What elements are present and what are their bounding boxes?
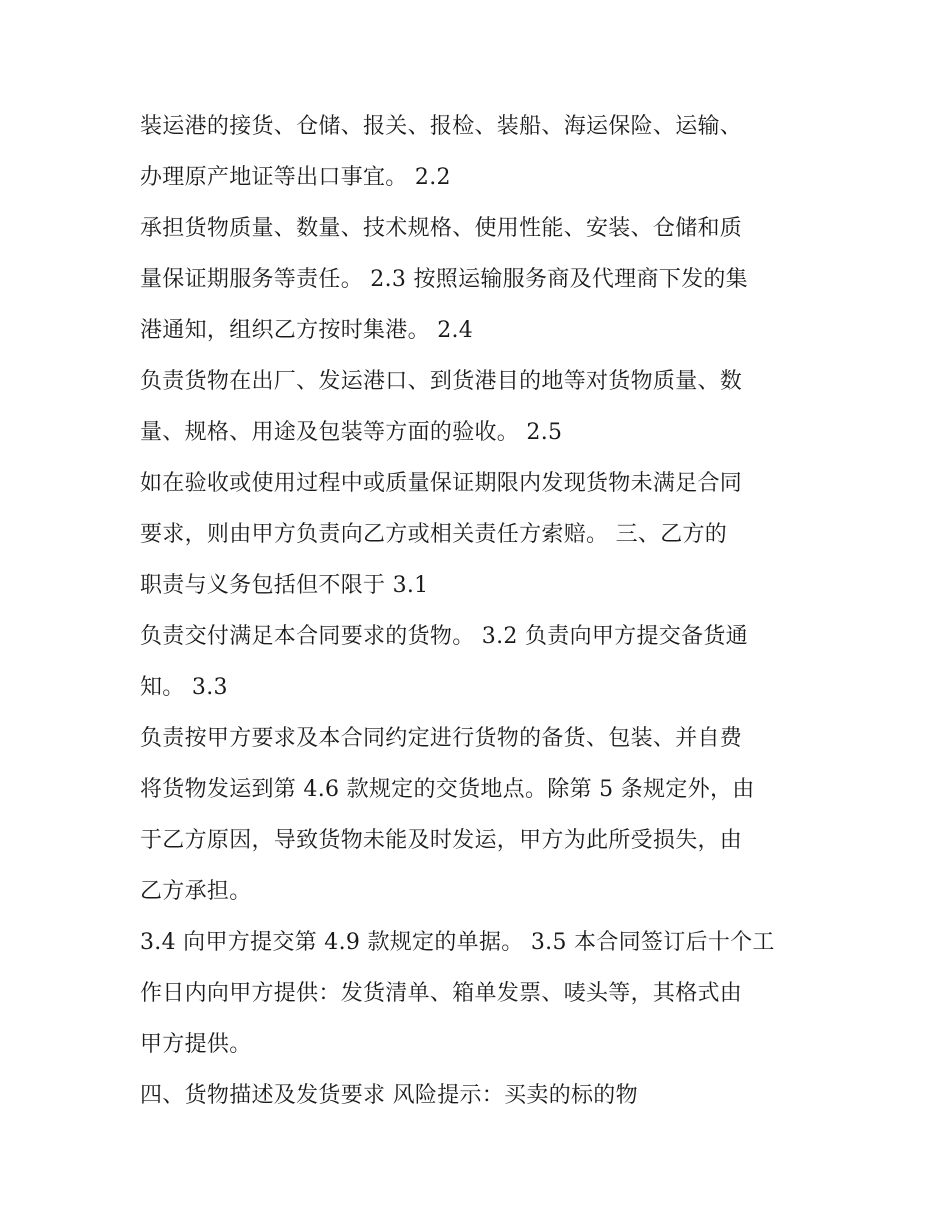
contract-text-block (140, 101, 820, 1121)
text-line: 将货物发运到第 4.6 款规定的交货地点。除第 5 条规定外，由 (140, 777, 755, 802)
text-line: 承担货物质量、数量、技术规格、使用性能、安装、仓储和质 (140, 216, 743, 241)
text-line: 知。 3.3 (140, 675, 228, 700)
text-line: 四、货物描述及发货要求 风险提示：买卖的标的物 (140, 1083, 638, 1108)
text-line: 作日内向甲方提供：发货清单、箱单发票、唛头等，其格式由 (140, 981, 743, 1006)
text-line: 3.4 向甲方提交第 4.9 款规定的单据。 3.5 本合同签订后十个工 (140, 930, 775, 955)
text-line: 职责与义务包括但不限于 3.1 (140, 573, 429, 598)
text-line: 于乙方原因，导致货物未能及时发运，甲方为此所受损失，由 (140, 828, 743, 853)
text-line: 办理原产地证等出口事宜。 2.2 (140, 165, 451, 190)
text-line: 负责交付满足本合同要求的货物。 3.2 负责向甲方提交备货通 (140, 624, 748, 649)
text-line: 港通知，组织乙方按时集港。 2.4 (140, 318, 474, 343)
text-line: 负责按甲方要求及本合同约定进行货物的备货、包装、并自费 (140, 726, 743, 751)
text-line: 负责货物在出厂、发运港口、到货港目的地等对货物质量、数 (140, 369, 743, 394)
text-line: 量保证期服务等责任。 2.3 按照运输服务商及代理商下发的集 (140, 267, 748, 292)
text-line: 甲方提供。 (140, 1032, 252, 1057)
text-line: 量、规格、用途及包装等方面的验收。 2.5 (140, 420, 563, 445)
text-line: 装运港的接货、仓储、报关、报检、装船、海运保险、运输、 (140, 114, 743, 139)
text-line: 要求，则由甲方负责向乙方或相关责任方索赔。 三、乙方的 (140, 522, 728, 547)
text-line: 如在验收或使用过程中或质量保证期限内发现货物未满足合同 (140, 471, 743, 496)
text-line: 乙方承担。 (140, 879, 252, 904)
